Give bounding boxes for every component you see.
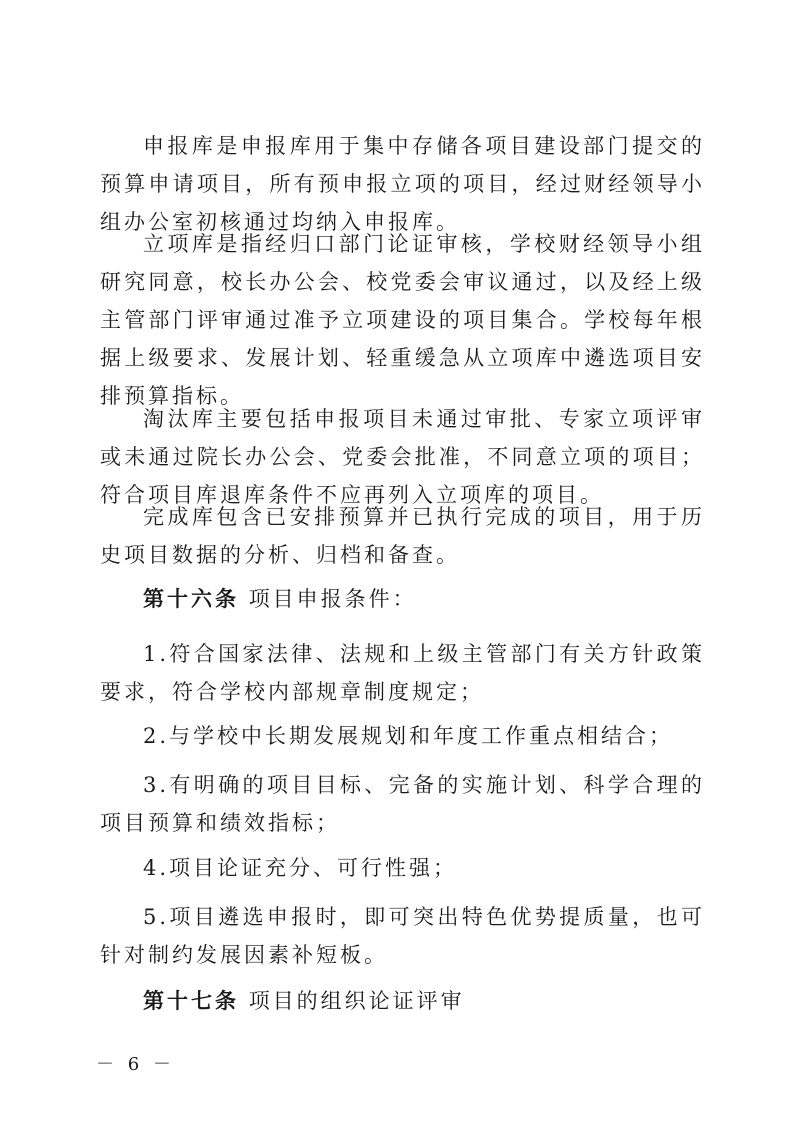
article-17-title: 项目的组织论证评审 [248, 989, 465, 1013]
paragraph-completed-pool: 完成库包含已安排预算并已执行完成的项目，用于历史项目数据的分析、归档和备查。 [100, 505, 705, 567]
page-number: － 6 － [96, 1054, 175, 1075]
article-17-heading [100, 982, 705, 1020]
article-16-title: 项目申报条件： [248, 587, 417, 611]
condition-item: 3.有明确的项目目标、完备的实施计划、科学合理的项目预算和绩效指标； [100, 773, 705, 835]
condition-item: 4.项目论证充分、可行性强； [143, 856, 458, 880]
condition-item: 1.符合国家法律、法规和上级主管部门有关方针政策要求，符合学校内部规章制度规定； [100, 642, 705, 704]
paragraph-approved-pool: 立项库是指经归口部门论证审核，学校财经领导小组研究同意，校长办公会、校党委会审议通过，以及经上级主管部门评审通过准予立项建设的项目集合。学校每年根据上级要求、发展计划、轻重缓急从立项库中遴选项目安排预算指标。 [100, 232, 705, 408]
paragraph-eliminated-pool: 淘汰库主要包括申报项目未通过审批、专家立项评审或未通过院长办公会、党委会批准，不同意立项的项目；符合项目库退库条件不应再列入立项库的项目。 [100, 407, 705, 507]
condition-item: 2.与学校中长期发展规划和年度工作重点相结合； [143, 724, 674, 748]
paragraph-application-pool: 申报库是申报库用于集中存储各项目建设部门提交的预算申请项目，所有预申报立项的项目，经过财经领导小组办公室初核通过均纳入申报库。 [100, 134, 705, 234]
condition-item: 5.项目遴选申报时，即可突出特色优势提质量，也可针对制约发展因素补短板。 [100, 905, 705, 967]
article-17-label: 第十七条 [143, 988, 239, 1013]
article-16-heading [100, 580, 705, 618]
article-16-label: 第十六条 [143, 586, 239, 611]
